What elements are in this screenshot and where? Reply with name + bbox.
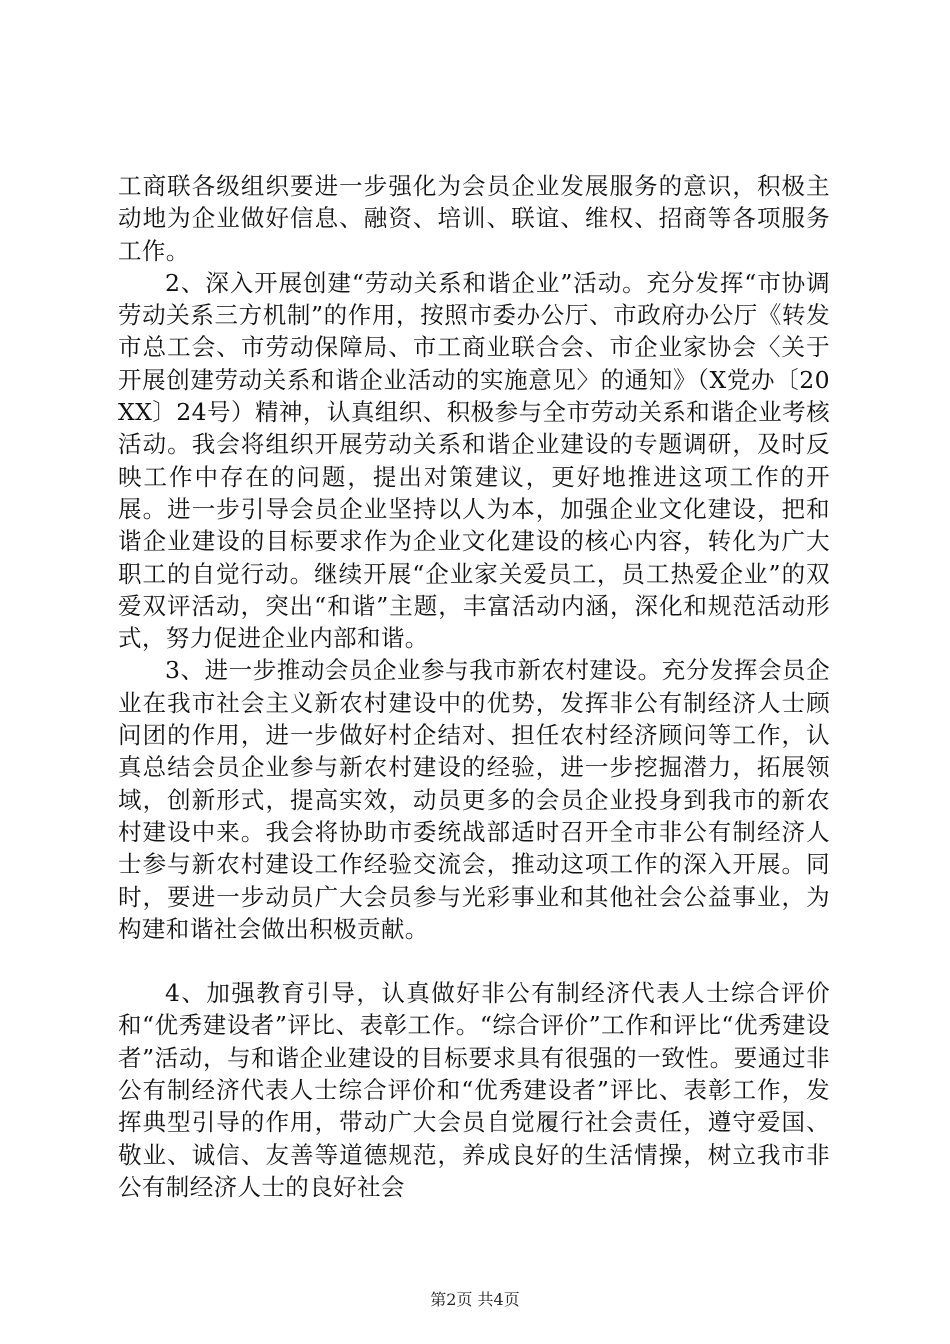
paragraph-continued: 工商联各级组织要进一步强化为会员企业发展服务的意识，积极主动地为企业做好信息、融资、培训、联谊、维权、招商等各项服务工作。 xyxy=(118,172,830,265)
document-body xyxy=(118,170,830,1203)
paragraph-item-3: 3、进一步推动会员企业参与我市新农村建设。充分发挥会员企业在我市社会主义新农村建设中的优势，发挥非公有制经济人士顾问团的作用，进一步做好村企结对、担任农村经济顾问等工作，认真总结会员企业参与新农村建设的经验，进一步挖掘潜力，拓展领域，创新形式，提高实效，动员更多的会员企业投身到我市的新农村建设中来。我会将协助市委统战部适时召开全市非公有制经济人士参与新农村建设工作经验交流会，推动这项工作的深入开展。同时，要进一步动员广大会员参与光彩事业和其他社会公益事业，为构建和谐社会做出积极贡献。 xyxy=(118,656,830,943)
paragraph-item-2: 2、深入开展创建“劳动关系和谐企业”活动。充分发挥“市协调劳动关系三方机制”的作用，按照市委办公厅、市政府办公厅《转发市总工会、市劳动保障局、市工商业联合会、市企业家协会〈关于开展创建劳动关系和谐企业活动的实施意见〉的通知》（X党办〔20XX〕24号）精神，认真组织、积极参与全市劳动关系和谐企业考核活动。我会将组织开展劳动关系和谐企业建设的专题调研，及时反映工作中存在的问题，提出对策建议，更好地推进这项工作的开展。进一步引导会员企业坚持以人为本，加强企业文化建设，把和谐企业建设的目标要求作为企业文化建设的核心内容，转化为广大职工的自觉行动。继续开展“企业家关爱员工，员工热爱企业”的双爱双评活动，突出“和谐”主题，丰富活动内涵，深化和规范活动形式，努力促进企业内部和谐。 xyxy=(118,268,830,653)
paragraph-item-4: 4、加强教育引导，认真做好非公有制经济代表人士综合评价和“优秀建设者”评比、表彰工作。“综合评价”工作和评比“优秀建设者”活动，与和谐企业建设的目标要求具有很强的一致性。要通过非公有制经济代表人士综合评价和“优秀建设者”评比、表彰工作，发挥典型引导的作用，带动广大会员自觉履行社会责任，遵守爱国、敬业、诚信、友善等道德规范，养成良好的生活情操，树立我市非公有制经济人士的良好社会 xyxy=(118,979,830,1201)
page-number-footer: 第2页 共4页 xyxy=(430,1290,520,1309)
